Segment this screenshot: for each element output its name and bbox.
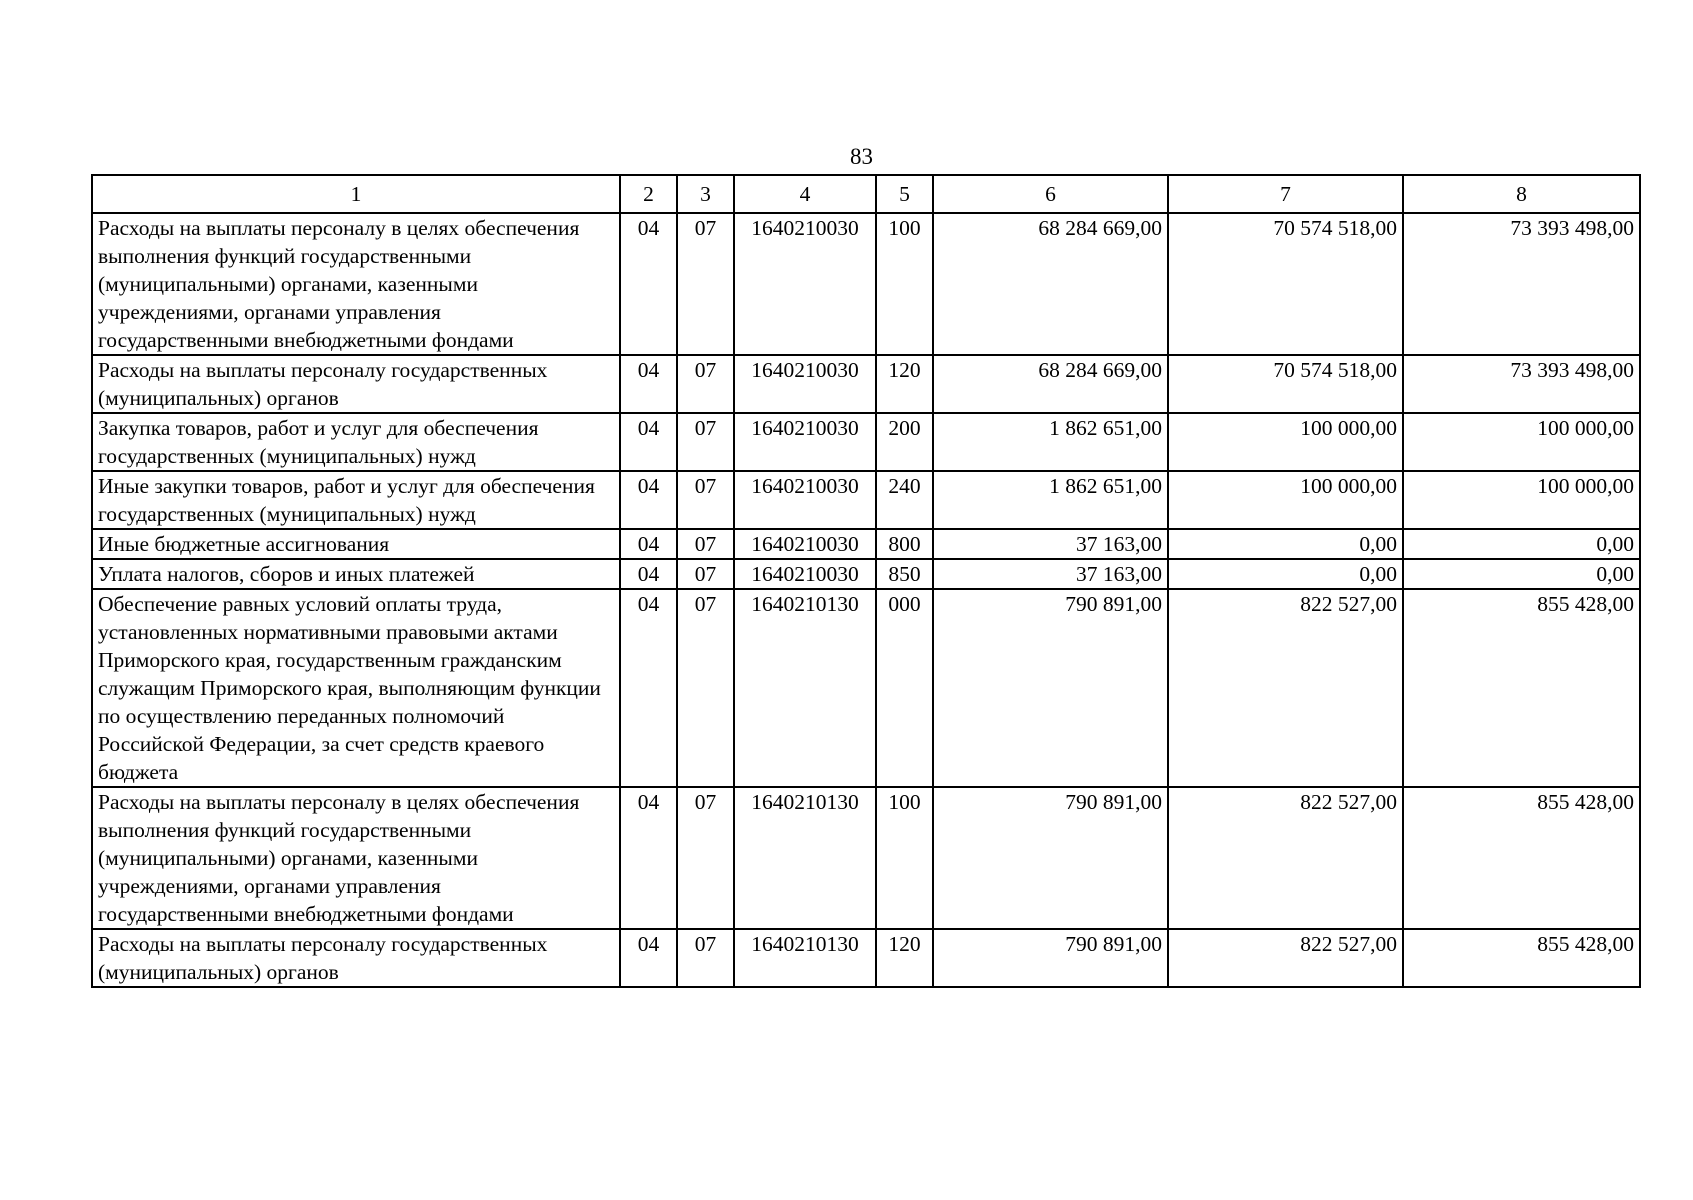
row-subsection: 07 [677,929,734,987]
row-amount-year-3: 100 000,00 [1403,413,1640,471]
row-subsection: 07 [677,413,734,471]
row-amount-year-1: 37 163,00 [933,559,1168,589]
row-target-article: 1640210030 [734,413,876,471]
row-section: 04 [620,471,677,529]
header-cell: 2 [620,175,677,213]
row-amount-year-2: 100 000,00 [1168,413,1403,471]
row-amount-year-2: 70 574 518,00 [1168,213,1403,355]
row-name: Закупка товаров, работ и услуг для обеспечения государственных (муниципальных) нужд [92,413,620,471]
header-row [92,175,1640,213]
row-section: 04 [620,529,677,559]
header-cell: 1 [92,175,620,213]
row-amount-year-3: 0,00 [1403,559,1640,589]
row-subsection: 07 [677,559,734,589]
row-target-article: 1640210130 [734,929,876,987]
row-amount-year-1: 790 891,00 [933,787,1168,929]
row-name: Иные бюджетные ассигнования [92,529,620,559]
row-expense-type: 800 [876,529,933,559]
row-amount-year-3: 855 428,00 [1403,929,1640,987]
table-row [92,559,1640,589]
row-subsection: 07 [677,787,734,929]
row-section: 04 [620,413,677,471]
row-expense-type: 100 [876,213,933,355]
row-amount-year-2: 0,00 [1168,559,1403,589]
row-section: 04 [620,213,677,355]
row-name: Уплата налогов, сборов и иных платежей [92,559,620,589]
row-section: 04 [620,929,677,987]
row-amount-year-1: 37 163,00 [933,529,1168,559]
row-expense-type: 100 [876,787,933,929]
row-amount-year-2: 0,00 [1168,529,1403,559]
row-name: Расходы на выплаты персоналу в целях обеспечения выполнения функций государственными (муниципальными) органами, казенными учреждениями, органами управления государственными внебюджетными фондами [92,787,620,929]
row-expense-type: 850 [876,559,933,589]
table-row [92,929,1640,987]
header-cell: 4 [734,175,876,213]
row-subsection: 07 [677,471,734,529]
row-amount-year-2: 822 527,00 [1168,787,1403,929]
row-amount-year-1: 68 284 669,00 [933,355,1168,413]
row-expense-type: 120 [876,355,933,413]
table-row [92,213,1640,355]
header-cell: 5 [876,175,933,213]
row-subsection: 07 [677,355,734,413]
row-subsection: 07 [677,213,734,355]
row-target-article: 1640210130 [734,787,876,929]
row-amount-year-1: 1 862 651,00 [933,471,1168,529]
row-target-article: 1640210030 [734,355,876,413]
row-target-article: 1640210030 [734,471,876,529]
row-subsection: 07 [677,529,734,559]
row-target-article: 1640210130 [734,589,876,787]
row-amount-year-2: 822 527,00 [1168,589,1403,787]
row-amount-year-1: 1 862 651,00 [933,413,1168,471]
row-amount-year-3: 100 000,00 [1403,471,1640,529]
row-name: Иные закупки товаров, работ и услуг для обеспечения государственных (муниципальных) нужд [92,471,620,529]
row-amount-year-2: 70 574 518,00 [1168,355,1403,413]
row-expense-type: 200 [876,413,933,471]
header-cell: 6 [933,175,1168,213]
row-amount-year-2: 100 000,00 [1168,471,1403,529]
row-amount-year-1: 68 284 669,00 [933,213,1168,355]
table-row [92,413,1640,471]
table-row [92,529,1640,559]
row-name: Расходы на выплаты персоналу государственных (муниципальных) органов [92,355,620,413]
row-amount-year-1: 790 891,00 [933,589,1168,787]
row-target-article: 1640210030 [734,213,876,355]
row-section: 04 [620,787,677,929]
header-cell: 7 [1168,175,1403,213]
row-expense-type: 000 [876,589,933,787]
row-target-article: 1640210030 [734,559,876,589]
row-amount-year-3: 855 428,00 [1403,787,1640,929]
row-amount-year-3: 0,00 [1403,529,1640,559]
row-amount-year-3: 73 393 498,00 [1403,355,1640,413]
page-number: 83 [850,144,873,169]
table-row [92,589,1640,787]
row-amount-year-3: 73 393 498,00 [1403,213,1640,355]
row-section: 04 [620,589,677,787]
row-section: 04 [620,559,677,589]
row-amount-year-3: 855 428,00 [1403,589,1640,787]
row-amount-year-2: 822 527,00 [1168,929,1403,987]
row-section: 04 [620,355,677,413]
row-expense-type: 240 [876,471,933,529]
table-row [92,471,1640,529]
row-name: Расходы на выплаты персоналу государственных (муниципальных) органов [92,929,620,987]
budget-table [91,174,1641,988]
row-subsection: 07 [677,589,734,787]
header-cell: 3 [677,175,734,213]
row-target-article: 1640210030 [734,529,876,559]
table-row [92,355,1640,413]
row-amount-year-1: 790 891,00 [933,929,1168,987]
row-name: Расходы на выплаты персоналу в целях обеспечения выполнения функций государственными (муниципальными) органами, казенными учреждениями, органами управления государственными внебюджетными фондами [92,213,620,355]
header-cell: 8 [1403,175,1640,213]
row-expense-type: 120 [876,929,933,987]
row-name: Обеспечение равных условий оплаты труда, установленных нормативными правовыми актами Приморского края, государственным гражданским служащим Приморского края, выполняющим функции по осуществлению переданных полномочий Российской Федерации, за счет средств краевого бюджета [92,589,620,787]
table-row [92,787,1640,929]
